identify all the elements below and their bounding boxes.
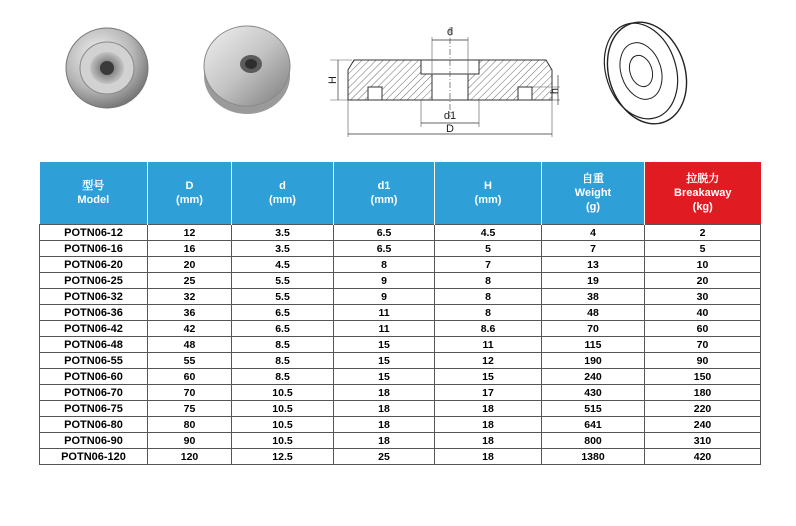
cell-hole-d: 5.5	[232, 273, 334, 289]
cell-model: POTN06-48	[40, 337, 148, 353]
cell-weight: 1380	[542, 449, 645, 465]
cell-height: 12	[435, 353, 542, 369]
cell-counterbore-d1: 15	[334, 337, 435, 353]
table-row	[40, 241, 761, 257]
cell-breakaway: 60	[645, 321, 761, 337]
cell-height: 5	[435, 241, 542, 257]
header-hole-d	[232, 162, 334, 225]
cell-hole-d: 10.5	[232, 417, 334, 433]
cell-counterbore-d1: 18	[334, 433, 435, 449]
cell-diameter: 120	[148, 449, 232, 465]
cell-height: 15	[435, 369, 542, 385]
cell-diameter: 48	[148, 337, 232, 353]
cell-hole-d: 10.5	[232, 433, 334, 449]
header-diameter	[148, 162, 232, 225]
header-breakaway-line2: Breakaway	[674, 187, 732, 199]
cell-counterbore-d1: 11	[334, 321, 435, 337]
cell-weight: 800	[542, 433, 645, 449]
cell-hole-d: 8.5	[232, 337, 334, 353]
cell-hole-d: 6.5	[232, 305, 334, 321]
header-model-line1: 型号	[82, 180, 105, 192]
cell-hole-d: 3.5	[232, 241, 334, 257]
header-weight-line1: 自重	[582, 173, 604, 185]
cell-diameter: 60	[148, 369, 232, 385]
header-hole-d-line2: (mm)	[269, 194, 296, 206]
cell-weight: 240	[542, 369, 645, 385]
header-breakaway-line3: (kg)	[692, 201, 713, 213]
cell-height: 18	[435, 401, 542, 417]
cell-height: 7	[435, 257, 542, 273]
cell-height: 8	[435, 305, 542, 321]
cell-height: 18	[435, 417, 542, 433]
cell-height: 8.6	[435, 321, 542, 337]
header-breakaway	[645, 162, 761, 225]
cell-counterbore-d1: 15	[334, 369, 435, 385]
cell-weight: 430	[542, 385, 645, 401]
cell-model: POTN06-25	[40, 273, 148, 289]
cell-hole-d: 5.5	[232, 289, 334, 305]
table-body	[40, 225, 761, 465]
cell-diameter: 32	[148, 289, 232, 305]
cell-diameter: 42	[148, 321, 232, 337]
table-row	[40, 433, 761, 449]
cell-diameter: 25	[148, 273, 232, 289]
cell-weight: 4	[542, 225, 645, 241]
table-row	[40, 385, 761, 401]
table-row	[40, 353, 761, 369]
cell-counterbore-d1: 6.5	[334, 241, 435, 257]
cell-diameter: 55	[148, 353, 232, 369]
cell-hole-d: 8.5	[232, 369, 334, 385]
cell-weight: 641	[542, 417, 645, 433]
cell-breakaway: 5	[645, 241, 761, 257]
cell-hole-d: 12.5	[232, 449, 334, 465]
cell-height: 8	[435, 289, 542, 305]
spec-table	[39, 162, 761, 465]
cell-counterbore-d1: 6.5	[334, 225, 435, 241]
cell-breakaway: 180	[645, 385, 761, 401]
cell-counterbore-d1: 11	[334, 305, 435, 321]
table-row	[40, 369, 761, 385]
header-diameter-line2: (mm)	[176, 194, 203, 206]
table-row	[40, 305, 761, 321]
cell-diameter: 16	[148, 241, 232, 257]
header-hole-d-line1: d	[279, 180, 286, 192]
cell-breakaway: 220	[645, 401, 761, 417]
header-weight-line3: (g)	[585, 201, 601, 213]
cell-weight: 190	[542, 353, 645, 369]
cell-breakaway: 30	[645, 289, 761, 305]
table-row	[40, 401, 761, 417]
table-row	[40, 417, 761, 433]
header-counterbore-d1	[334, 162, 435, 225]
header-diameter-line1: D	[185, 180, 194, 192]
cell-weight: 515	[542, 401, 645, 417]
cell-hole-d: 10.5	[232, 401, 334, 417]
cell-counterbore-d1: 18	[334, 417, 435, 433]
cell-diameter: 12	[148, 225, 232, 241]
cross-section-drawing	[322, 15, 562, 145]
table-row	[40, 449, 761, 465]
cell-hole-d: 3.5	[232, 225, 334, 241]
cell-height: 18	[435, 433, 542, 449]
cell-diameter: 80	[148, 417, 232, 433]
header-breakaway-line1: 拉脱力	[686, 173, 720, 185]
cell-model: POTN06-75	[40, 401, 148, 417]
cell-weight: 70	[542, 321, 645, 337]
cell-model: POTN06-60	[40, 369, 148, 385]
cell-hole-d: 10.5	[232, 385, 334, 401]
cell-weight: 13	[542, 257, 645, 273]
cell-breakaway: 240	[645, 417, 761, 433]
table-row	[40, 321, 761, 337]
cell-breakaway: 70	[645, 337, 761, 353]
cell-hole-d: 4.5	[232, 257, 334, 273]
header-counterbore-d1-line1: d1	[377, 180, 391, 192]
cell-height: 8	[435, 273, 542, 289]
cell-breakaway: 150	[645, 369, 761, 385]
cell-counterbore-d1: 18	[334, 401, 435, 417]
product-figures	[0, 0, 796, 160]
cell-model: POTN06-20	[40, 257, 148, 273]
header-counterbore-d1-line2: (mm)	[370, 194, 398, 206]
cell-model: POTN06-32	[40, 289, 148, 305]
cell-counterbore-d1: 9	[334, 289, 435, 305]
cell-breakaway: 420	[645, 449, 761, 465]
header-weight	[542, 162, 645, 225]
dim-label-H: H	[327, 76, 339, 84]
table-row	[40, 337, 761, 353]
cell-model: POTN06-36	[40, 305, 148, 321]
cell-hole-d: 8.5	[232, 353, 334, 369]
dim-label-d: d	[446, 26, 454, 38]
cell-breakaway: 310	[645, 433, 761, 449]
magnet-line-drawing	[595, 15, 695, 130]
cell-weight: 19	[542, 273, 645, 289]
cell-weight: 38	[542, 289, 645, 305]
table-row	[40, 225, 761, 241]
cell-model: POTN06-80	[40, 417, 148, 433]
cell-model: POTN06-90	[40, 433, 148, 449]
cell-breakaway: 20	[645, 273, 761, 289]
cell-height: 17	[435, 385, 542, 401]
dim-label-D: D	[446, 123, 454, 135]
dim-label-h: h	[549, 87, 561, 95]
cell-weight: 48	[542, 305, 645, 321]
cell-model: POTN06-55	[40, 353, 148, 369]
magnet-photo-front	[62, 23, 152, 113]
cell-model: POTN06-12	[40, 225, 148, 241]
cell-diameter: 70	[148, 385, 232, 401]
cell-model: POTN06-42	[40, 321, 148, 337]
cell-counterbore-d1: 15	[334, 353, 435, 369]
cell-counterbore-d1: 8	[334, 257, 435, 273]
cell-breakaway: 90	[645, 353, 761, 369]
cell-counterbore-d1: 25	[334, 449, 435, 465]
cell-weight: 7	[542, 241, 645, 257]
header-height-line2: (mm)	[474, 194, 502, 206]
header-height-line1: H	[484, 180, 492, 192]
cell-breakaway: 10	[645, 257, 761, 273]
cell-diameter: 90	[148, 433, 232, 449]
cell-model: POTN06-70	[40, 385, 148, 401]
cell-diameter: 20	[148, 257, 232, 273]
header-model-line2: Model	[77, 194, 110, 206]
table-row	[40, 289, 761, 305]
cell-diameter: 75	[148, 401, 232, 417]
header-row	[40, 162, 761, 225]
dim-label-d1: d1	[443, 110, 457, 122]
cell-breakaway: 2	[645, 225, 761, 241]
cell-height: 18	[435, 449, 542, 465]
cell-counterbore-d1: 9	[334, 273, 435, 289]
magnet-photo-back	[201, 20, 293, 116]
cell-diameter: 36	[148, 305, 232, 321]
cell-breakaway: 40	[645, 305, 761, 321]
header-height	[435, 162, 542, 225]
table-row	[40, 257, 761, 273]
cell-weight: 115	[542, 337, 645, 353]
cell-model: POTN06-16	[40, 241, 148, 257]
cell-hole-d: 6.5	[232, 321, 334, 337]
cell-counterbore-d1: 18	[334, 385, 435, 401]
header-model	[40, 162, 148, 225]
cell-model: POTN06-120	[40, 449, 148, 465]
header-weight-line2: Weight	[574, 187, 612, 199]
cell-height: 11	[435, 337, 542, 353]
table-row	[40, 273, 761, 289]
cell-height: 4.5	[435, 225, 542, 241]
